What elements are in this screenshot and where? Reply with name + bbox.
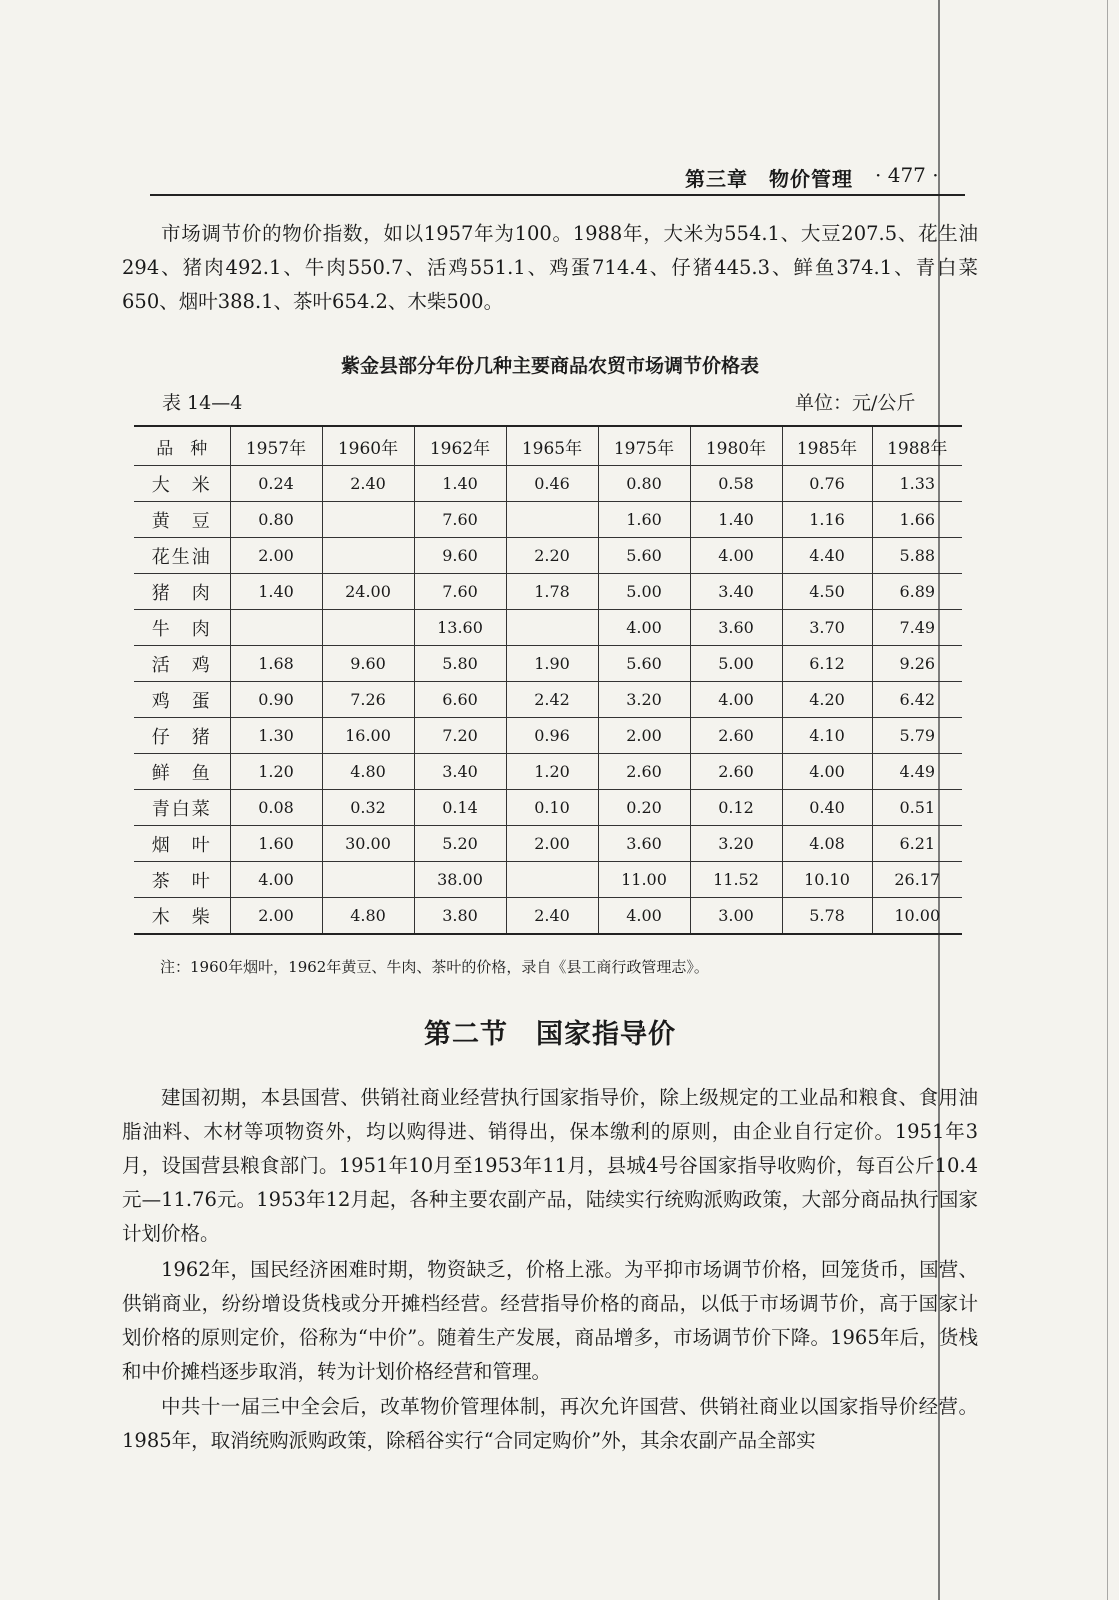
table-row — [134, 754, 962, 790]
column-header: 品 种 — [134, 426, 230, 466]
commodity-name-cell: 黄 豆 — [134, 502, 230, 538]
price-cell: 2.00 — [230, 538, 322, 574]
price-cell: 7.60 — [414, 502, 506, 538]
price-cell: 4.00 — [598, 610, 690, 646]
price-cell: 5.78 — [782, 898, 872, 935]
column-header: 1965年 — [506, 426, 598, 466]
price-cell: 1.20 — [230, 754, 322, 790]
column-header: 1960年 — [322, 426, 414, 466]
commodity-name-cell: 花生油 — [134, 538, 230, 574]
price-cell: 1.20 — [506, 754, 598, 790]
price-cell: 7.26 — [322, 682, 414, 718]
table-row — [134, 466, 962, 502]
price-cell: 0.08 — [230, 790, 322, 826]
price-cell: 3.20 — [598, 682, 690, 718]
price-table — [134, 425, 962, 935]
price-cell: 0.80 — [598, 466, 690, 502]
column-header: 1962年 — [414, 426, 506, 466]
price-cell: 3.70 — [782, 610, 872, 646]
table-title: 紫金县部分年份几种主要商品农贸市场调节价格表 — [340, 355, 759, 377]
price-cell: 0.12 — [690, 790, 782, 826]
scan-edge-line — [1107, 0, 1108, 1600]
price-cell: 1.90 — [506, 646, 598, 682]
price-cell — [322, 862, 414, 898]
price-cell: 5.60 — [598, 646, 690, 682]
price-cell: 26.17 — [872, 862, 962, 898]
price-cell: 1.68 — [230, 646, 322, 682]
section-title: 第二节 国家指导价 — [424, 1019, 676, 1050]
body-paragraph: 1962年，国民经济困难时期，物资缺乏，价格上涨。为平抑市场调节价格，回笼货币，国营、供销商业，纷纷增设货栈或分开摊档经营。经营指导价格的商品，以低于市场调节价，高于国家计划价格的原则定价，俗称为“中价”。随着生产发展，商品增多，市场调节价下降。1965年后，货栈和中价摊档逐步取消，转为计划价格经营和管理。 — [122, 1258, 978, 1383]
price-cell: 13.60 — [414, 610, 506, 646]
table-row — [134, 862, 962, 898]
price-cell — [322, 538, 414, 574]
body-paragraph: 建国初期，本县国营、供销社商业经营执行国家指导价，除上级规定的工业品和粮食、食用油脂油料、木材等项物资外，均以购得进、销得出，保本缴利的原则，由企业自行定价。1951年3月，设国营县粮食部门。1951年10月至1953年11月，县城4号谷国家指导收购价，每百公斤10.4元—11.76元。1953年12月起，各种主要农副产品，陆续实行统购派购政策，大部分商品执行国家计划价格。 — [122, 1086, 978, 1245]
table-row — [134, 826, 962, 862]
price-cell: 0.51 — [872, 790, 962, 826]
price-cell: 5.88 — [872, 538, 962, 574]
price-cell: 2.40 — [322, 466, 414, 502]
price-cell: 30.00 — [322, 826, 414, 862]
price-cell: 24.00 — [322, 574, 414, 610]
price-cell: 38.00 — [414, 862, 506, 898]
commodity-name-cell: 仔 猪 — [134, 718, 230, 754]
price-cell: 4.50 — [782, 574, 872, 610]
chapter-title: 第三章 物价管理 — [685, 167, 853, 191]
price-cell: 3.00 — [690, 898, 782, 935]
price-cell — [506, 502, 598, 538]
price-cell: 1.16 — [782, 502, 872, 538]
commodity-name-cell: 猪 肉 — [134, 574, 230, 610]
price-cell: 1.78 — [506, 574, 598, 610]
price-cell: 2.60 — [690, 718, 782, 754]
price-cell: 3.60 — [598, 826, 690, 862]
price-cell: 0.20 — [598, 790, 690, 826]
page-number: · 477 · — [875, 163, 939, 187]
price-cell: 7.20 — [414, 718, 506, 754]
price-cell: 4.80 — [322, 754, 414, 790]
price-cell: 4.10 — [782, 718, 872, 754]
price-cell — [322, 502, 414, 538]
running-header — [150, 163, 970, 193]
price-cell: 4.49 — [872, 754, 962, 790]
table-row — [134, 574, 962, 610]
table-row — [134, 718, 962, 754]
table-row — [134, 646, 962, 682]
price-cell — [506, 862, 598, 898]
price-cell — [230, 610, 322, 646]
price-cell: 1.40 — [414, 466, 506, 502]
price-cell: 4.00 — [598, 898, 690, 935]
price-cell: 0.24 — [230, 466, 322, 502]
price-cell: 2.40 — [506, 898, 598, 935]
price-cell: 11.52 — [690, 862, 782, 898]
column-header: 1957年 — [230, 426, 322, 466]
price-cell: 10.00 — [872, 898, 962, 935]
table-row — [134, 790, 962, 826]
commodity-name-cell: 木 柴 — [134, 898, 230, 935]
price-cell: 1.66 — [872, 502, 962, 538]
price-cell: 0.14 — [414, 790, 506, 826]
price-cell: 9.60 — [322, 646, 414, 682]
column-header: 1985年 — [782, 426, 872, 466]
price-cell — [322, 610, 414, 646]
price-cell: 1.40 — [230, 574, 322, 610]
price-cell: 5.00 — [690, 646, 782, 682]
price-cell: 2.20 — [506, 538, 598, 574]
column-header: 1980年 — [690, 426, 782, 466]
price-cell: 0.80 — [230, 502, 322, 538]
price-cell: 2.00 — [506, 826, 598, 862]
commodity-name-cell: 烟 叶 — [134, 826, 230, 862]
price-cell: 0.32 — [322, 790, 414, 826]
price-cell: 4.00 — [690, 538, 782, 574]
price-cell: 16.00 — [322, 718, 414, 754]
price-cell: 0.46 — [506, 466, 598, 502]
price-cell: 4.08 — [782, 826, 872, 862]
price-cell: 5.60 — [598, 538, 690, 574]
price-cell: 6.89 — [872, 574, 962, 610]
price-cell: 3.40 — [690, 574, 782, 610]
price-cell: 2.00 — [598, 718, 690, 754]
table-row — [134, 682, 962, 718]
price-cell: 11.00 — [598, 862, 690, 898]
intro-paragraph: 市场调节价的物价指数，如以1957年为100。1988年，大米为554.1、大豆207.5、花生油294、猪肉492.1、牛肉550.7、活鸡551.1、鸡蛋714.4、仔猪445.3、鲜鱼374.1、青白菜650、烟叶388.1、茶叶654.2、木柴500。 — [122, 222, 978, 313]
table-row — [134, 898, 962, 935]
commodity-name-cell: 茶 叶 — [134, 862, 230, 898]
table-note: 注：1960年烟叶，1962年黄豆、牛肉、茶叶的价格，录自《县工商行政管理志》。 — [160, 958, 709, 976]
header-rule — [150, 194, 965, 196]
price-cell: 5.80 — [414, 646, 506, 682]
table-row — [134, 502, 962, 538]
commodity-name-cell: 鸡 蛋 — [134, 682, 230, 718]
column-header: 1975年 — [598, 426, 690, 466]
commodity-name-cell: 牛 肉 — [134, 610, 230, 646]
price-cell: 1.40 — [690, 502, 782, 538]
price-cell: 3.60 — [690, 610, 782, 646]
price-cell: 3.40 — [414, 754, 506, 790]
price-cell: 5.20 — [414, 826, 506, 862]
price-cell: 7.49 — [872, 610, 962, 646]
price-cell: 2.42 — [506, 682, 598, 718]
price-cell: 4.80 — [322, 898, 414, 935]
price-cell: 5.79 — [872, 718, 962, 754]
price-cell: 0.40 — [782, 790, 872, 826]
price-cell: 6.21 — [872, 826, 962, 862]
commodity-name-cell: 大 米 — [134, 466, 230, 502]
price-cell: 5.00 — [598, 574, 690, 610]
price-cell: 10.10 — [782, 862, 872, 898]
commodity-name-cell: 活 鸡 — [134, 646, 230, 682]
price-cell — [506, 610, 598, 646]
price-cell: 1.60 — [230, 826, 322, 862]
price-cell: 0.76 — [782, 466, 872, 502]
price-cell: 2.60 — [690, 754, 782, 790]
price-cell: 0.90 — [230, 682, 322, 718]
commodity-name-cell: 青白菜 — [134, 790, 230, 826]
table-number: 表 14—4 — [162, 392, 243, 414]
table-unit: 单位：元/公斤 — [795, 392, 916, 414]
price-cell: 9.26 — [872, 646, 962, 682]
price-cell: 7.60 — [414, 574, 506, 610]
body-paragraph: 中共十一届三中全会后，改革物价管理体制，再次允许国营、供销社商业以国家指导价经营。1985年，取消统购派购政策，除稻谷实行“合同定购价”外，其余农副产品全部实 — [122, 1395, 978, 1452]
price-cell: 6.60 — [414, 682, 506, 718]
price-cell: 2.00 — [230, 898, 322, 935]
table-row — [134, 538, 962, 574]
price-cell: 3.80 — [414, 898, 506, 935]
table-header-row — [134, 426, 962, 466]
price-cell: 3.20 — [690, 826, 782, 862]
table-body — [134, 466, 962, 935]
price-cell: 2.60 — [598, 754, 690, 790]
price-cell: 4.00 — [782, 754, 872, 790]
price-cell: 4.20 — [782, 682, 872, 718]
price-cell: 6.12 — [782, 646, 872, 682]
price-cell: 1.30 — [230, 718, 322, 754]
price-cell: 4.00 — [230, 862, 322, 898]
price-cell: 1.33 — [872, 466, 962, 502]
price-cell: 4.00 — [690, 682, 782, 718]
price-cell: 4.40 — [782, 538, 872, 574]
price-cell: 0.96 — [506, 718, 598, 754]
table-row — [134, 610, 962, 646]
column-header: 1988年 — [872, 426, 962, 466]
price-cell: 0.10 — [506, 790, 598, 826]
commodity-name-cell: 鲜 鱼 — [134, 754, 230, 790]
price-cell: 6.42 — [872, 682, 962, 718]
price-cell: 9.60 — [414, 538, 506, 574]
price-cell: 0.58 — [690, 466, 782, 502]
price-cell: 1.60 — [598, 502, 690, 538]
